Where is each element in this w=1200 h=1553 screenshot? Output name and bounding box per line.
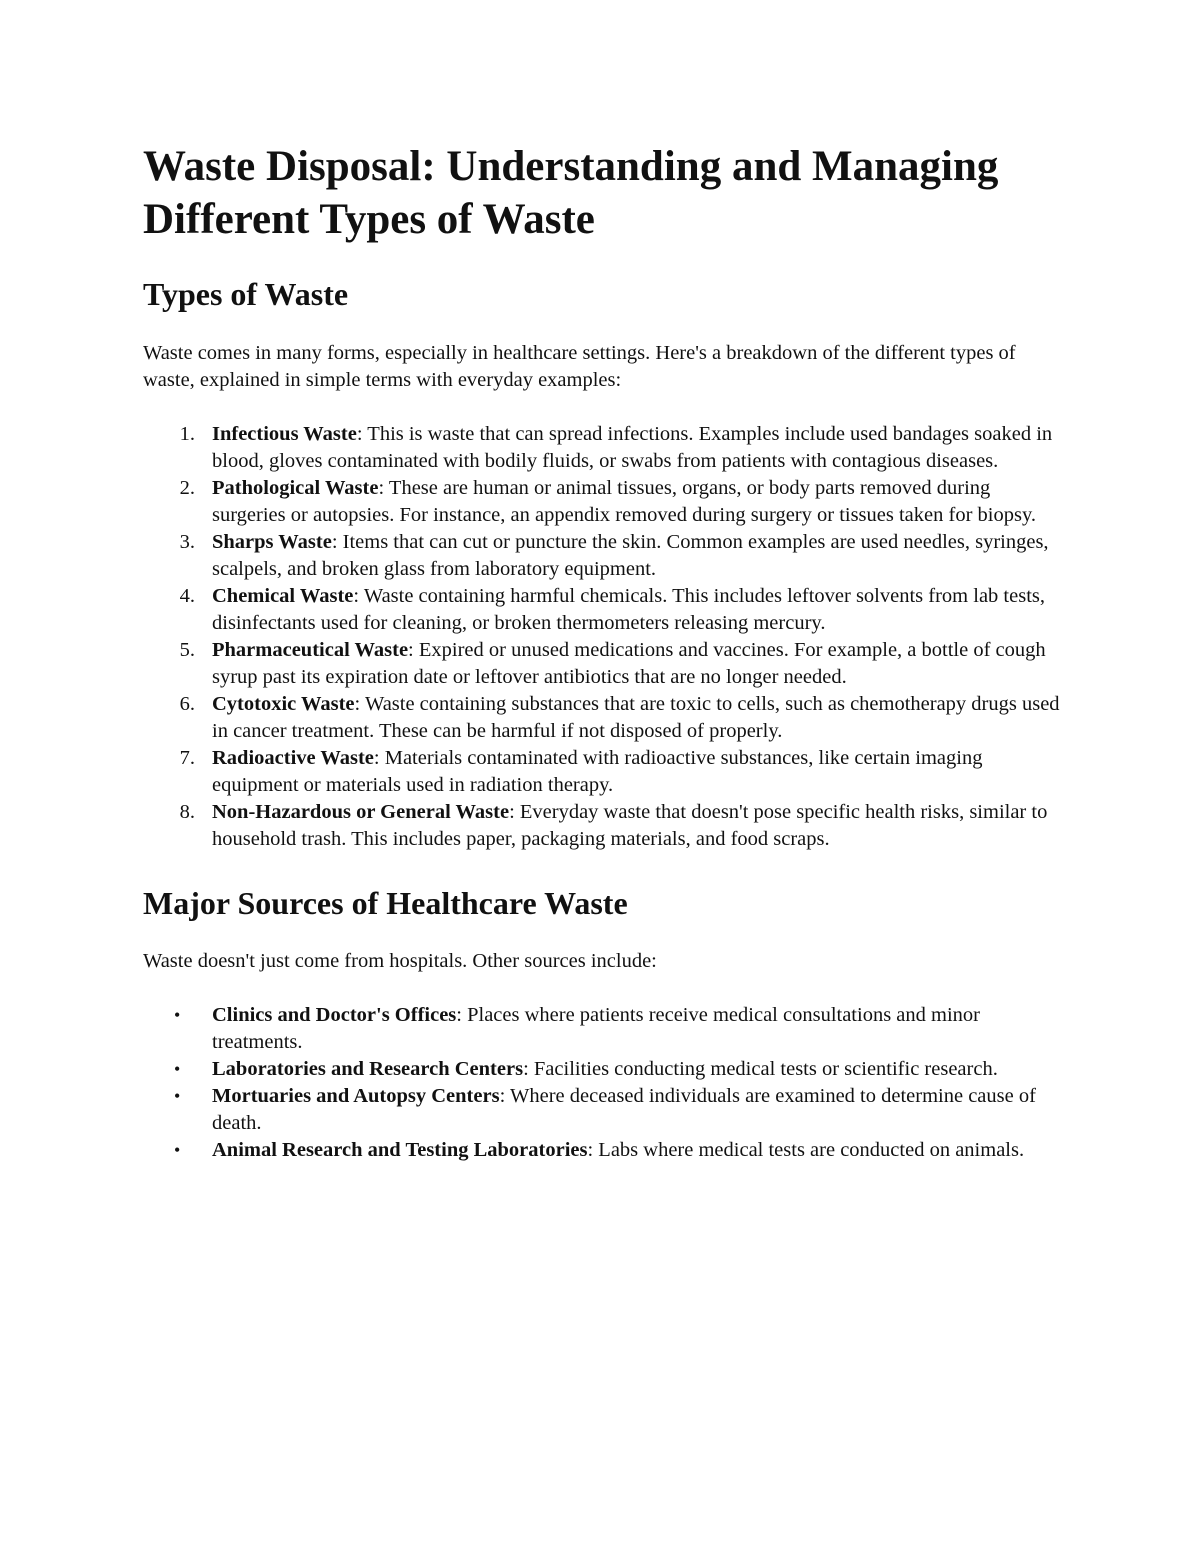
- list-item: [143, 529, 1068, 583]
- item-text: : Facilities conducting medical tests or scientific research.: [523, 1058, 998, 1080]
- list-item: [143, 1137, 1068, 1164]
- list-item: [143, 745, 1068, 799]
- item-term: Animal Research and Testing Laboratories: [212, 1139, 588, 1161]
- item-text: : Labs where medical tests are conducted on animals.: [587, 1139, 1025, 1161]
- item-term: Chemical Waste: [212, 585, 354, 607]
- waste-types-list: [143, 421, 1068, 853]
- list-number: 3.: [179, 531, 195, 553]
- list-number: 2.: [179, 477, 195, 499]
- list-number: 8.: [179, 801, 195, 823]
- item-text: : Waste containing substances that are toxic to cells, such as chemotherapy drugs used in cancer treatment. These can be harmful if not disposed of properly.: [212, 693, 1060, 742]
- item-term: Sharps Waste: [212, 531, 332, 553]
- item-term: Pathological Waste: [212, 477, 379, 499]
- item-text: : Places where patients receive medical consultations and minor treatments.: [212, 1004, 980, 1053]
- item-text: : Where deceased individuals are examined to determine cause of death.: [212, 1085, 1036, 1134]
- list-item: [143, 1083, 1068, 1137]
- item-text: : These are human or animal tissues, organs, or body parts removed during surgeries or autopsies. For instance, an appendix removed during surgery or tissues taken for biopsy.: [212, 477, 1037, 526]
- item-term: Radioactive Waste: [212, 747, 374, 769]
- list-number: 1.: [179, 423, 195, 445]
- list-number: 5.: [179, 639, 195, 661]
- bullet-icon: •: [174, 1005, 181, 1025]
- document-page: [143, 140, 1068, 1164]
- item-text: : Everyday waste that doesn't pose specific health risks, similar to household trash. This includes paper, packaging materials, and food scraps.: [212, 801, 1048, 850]
- list-item: [143, 475, 1068, 529]
- item-term: Non-Hazardous or General Waste: [212, 801, 510, 823]
- item-text: : This is waste that can spread infections. Examples include used bandages soaked in blood, gloves contaminated with bodily fluids, or swabs from patients with contagious diseases.: [212, 423, 1053, 472]
- waste-sources-list: [143, 1002, 1068, 1164]
- list-item: [143, 1056, 1068, 1083]
- section-heading-types-of-waste: Types of Waste: [143, 276, 349, 312]
- item-text: : Expired or unused medications and vaccines. For example, a bottle of cough syrup past its expiration date or leftover antibiotics that are no longer needed.: [212, 639, 1046, 688]
- item-text: : Waste containing harmful chemicals. This includes leftover solvents from lab tests, disinfectants used for cleaning, or broken thermometers releasing mercury.: [212, 585, 1045, 634]
- item-text: : Items that can cut or puncture the skin. Common examples are used needles, syringes, scalpels, and broken glass from laboratory equipment.: [212, 531, 1049, 580]
- list-item: [143, 691, 1068, 745]
- list-item: [143, 637, 1068, 691]
- item-term: Mortuaries and Autopsy Centers: [212, 1085, 500, 1107]
- list-number: 4.: [179, 585, 195, 607]
- item-term: Laboratories and Research Centers: [212, 1058, 524, 1080]
- list-item: [143, 421, 1068, 475]
- list-item: [143, 1002, 1068, 1056]
- bullet-icon: •: [174, 1140, 181, 1160]
- item-text: : Materials contaminated with radioactive substances, like certain imaging equipment or materials used in radiation therapy.: [212, 747, 983, 796]
- list-number: 7.: [179, 747, 195, 769]
- item-term: Pharmaceutical Waste: [212, 639, 409, 661]
- item-term: Cytotoxic Waste: [212, 693, 355, 715]
- section-intro: Waste comes in many forms, especially in healthcare settings. Here's a breakdown of the different types of waste, explained in simple terms with everyday examples:: [143, 342, 1016, 391]
- bullet-icon: •: [174, 1059, 181, 1079]
- section-intro: Waste doesn't just come from hospitals. Other sources include:: [143, 950, 657, 972]
- list-item: [143, 799, 1068, 853]
- item-term: Infectious Waste: [212, 423, 357, 445]
- section-heading-major-sources: Major Sources of Healthcare Waste: [143, 885, 628, 921]
- bullet-icon: •: [174, 1086, 181, 1106]
- document-title: Waste Disposal: Understanding and Managing Different Types of Waste: [143, 143, 999, 243]
- list-number: 6.: [179, 693, 195, 715]
- item-term: Clinics and Doctor's Offices: [212, 1004, 457, 1026]
- list-item: [143, 583, 1068, 637]
